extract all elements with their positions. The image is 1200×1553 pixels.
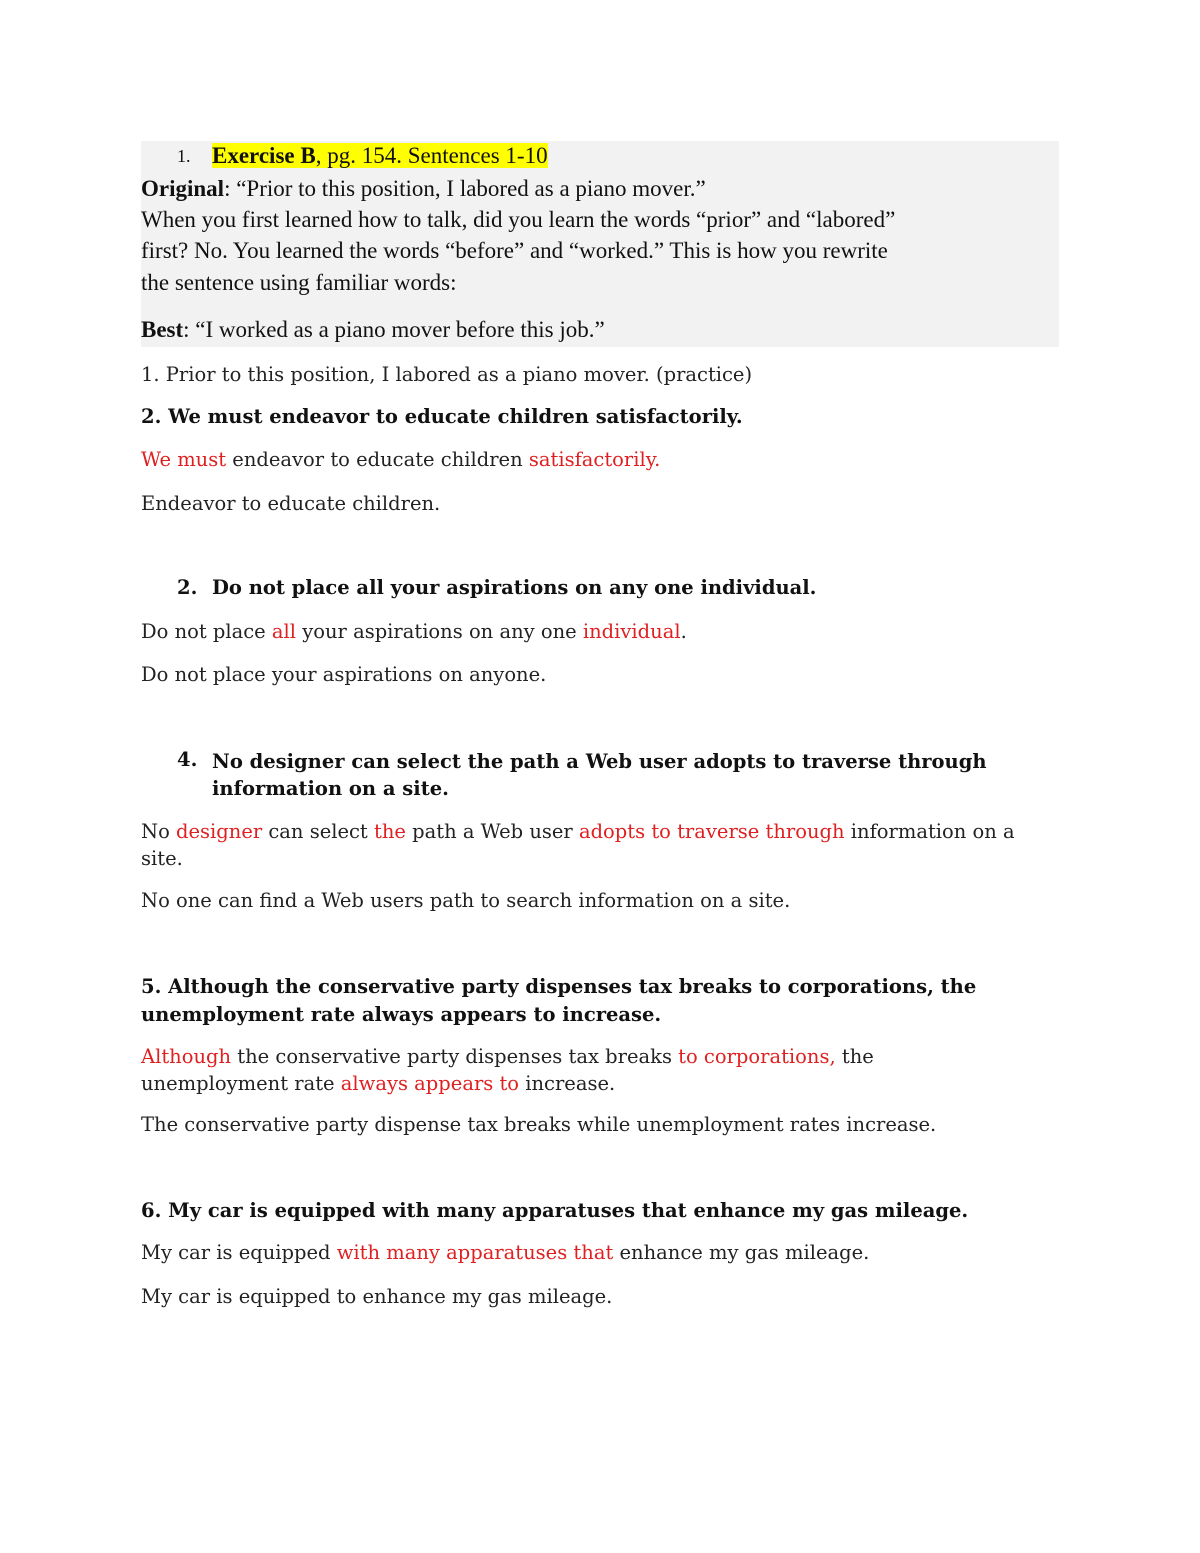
sentence-5-rewrite: The conservative party dispense tax breaks while unemployment rates increase. bbox=[141, 1113, 937, 1136]
sentence-4-heading: No designer can select the path a Web user adopts to traverse through information on a site. bbox=[212, 750, 987, 800]
sentence-6-rewrite: My car is equipped to enhance my gas mileage. bbox=[141, 1285, 613, 1308]
best-text: : “I worked as a piano mover before this job.” bbox=[183, 317, 605, 342]
sentence-1-practice: 1. Prior to this position, I labored as a piano mover. (practice) bbox=[141, 363, 753, 386]
explanation-line-3: the sentence using familiar words: bbox=[141, 270, 457, 295]
sentence-5-marked: Although the conservative party dispenses tax breaks to corporations, the unemployment rate always appears to increase. bbox=[141, 1045, 874, 1095]
sentence-2-rewrite: Endeavor to educate children. bbox=[141, 492, 441, 515]
sentence-4-marked: No designer can select the path a Web user adopts to traverse through information on a site. bbox=[141, 820, 1015, 870]
best-label: Best bbox=[141, 317, 184, 342]
sentence-2-marked: We must endeavor to educate children satisfactorily. bbox=[141, 448, 661, 471]
best-line bbox=[141, 317, 605, 343]
exercise-heading bbox=[212, 143, 548, 169]
sentence-6-heading: 6. My car is equipped with many apparatuses that enhance my gas mileage. bbox=[141, 1199, 969, 1222]
original-text: : “Prior to this position, I labored as a piano mover.” bbox=[224, 176, 706, 201]
sentence-4-number: 4. bbox=[177, 748, 198, 771]
sentence-2-heading: 2. We must endeavor to educate children satisfactorily. bbox=[141, 405, 743, 428]
explanation-line-1: When you first learned how to talk, did you learn the words “prior” and “labored” bbox=[141, 207, 896, 232]
explanation-line-2: first? No. You learned the words “before” and “worked.” This is how you rewrite bbox=[141, 238, 888, 263]
sentence-5-heading: 5. Although the conservative party dispenses tax breaks to corporations, the unemployment rate always appears to increase. bbox=[141, 975, 977, 1026]
exercise-rest: , pg. 154. Sentences 1-10 bbox=[315, 143, 548, 168]
sentence-6-marked: My car is equipped with many apparatuses that enhance my gas mileage. bbox=[141, 1241, 870, 1264]
exercise-list-number: 1. bbox=[177, 146, 191, 166]
original-line bbox=[141, 176, 706, 202]
sentence-3-heading: Do not place all your aspirations on any one individual. bbox=[212, 576, 817, 599]
sentence-3-number: 2. bbox=[177, 576, 198, 599]
sentence-3-marked: Do not place all your aspirations on any one individual. bbox=[141, 620, 687, 643]
exercise-label: Exercise B bbox=[212, 143, 316, 168]
sentence-3-rewrite: Do not place your aspirations on anyone. bbox=[141, 663, 547, 686]
original-label: Original bbox=[141, 176, 225, 201]
sentence-4-rewrite: No one can find a Web users path to search information on a site. bbox=[141, 889, 791, 912]
